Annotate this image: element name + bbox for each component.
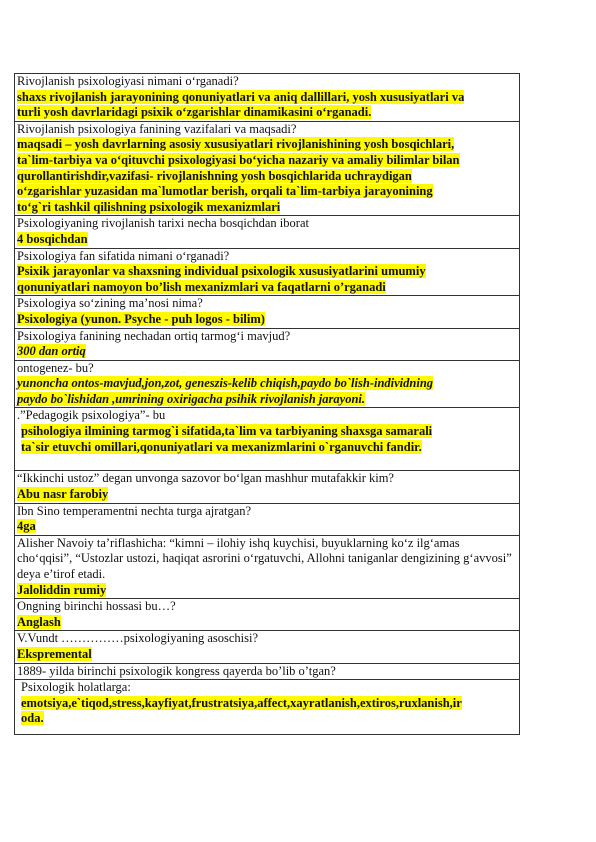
- table-cell: [15, 248, 520, 296]
- answer-line: Psixologiya (yunon. Psyche - puh logos - bilim): [17, 311, 265, 326]
- answer-line: ta`sir etuvchi omillari,qonuniyatlari va mexanizmlarini o`rganuvchi fandir.: [21, 439, 422, 454]
- table-cell: [15, 296, 520, 328]
- table-row: [15, 503, 520, 535]
- question-text: Alisher Navoiy ta’riflashicha: “kimni – ilohiy ishq kuychisi, buyuklarning ko‘z ilg‘amas cho‘qqisi”, “Ustozlar ustozi, haqiqat asrorini o‘rgatuvchi, Allohni taniganlar dengizining g‘avvosi” deya e’tirof etadi.: [17, 535, 512, 582]
- table-cell: [15, 631, 520, 663]
- answer-text: [17, 519, 517, 535]
- answer-line: qurollantirishdir,vazifasi- rivojlanishning yosh bosqichlarida uchraydigan: [17, 168, 412, 183]
- table-cell: [15, 599, 520, 631]
- table-row: [15, 599, 520, 631]
- table-cell: [15, 408, 520, 471]
- table-row: [15, 663, 520, 680]
- table-row: [15, 121, 520, 216]
- answer-line: ta`lim-tarbiya va o‘qituvchi psixologiyasi bo‘yicha nazariy va amaliy bilimlar bilan: [17, 152, 460, 167]
- answer-line: 4 bosqichdan: [17, 231, 88, 246]
- table-row: [15, 408, 520, 471]
- table-row: [15, 296, 520, 328]
- table-row: [15, 248, 520, 296]
- qa-table: [14, 73, 520, 735]
- answer-text: [17, 583, 517, 599]
- question-text: Psixologiya so‘zining ma’nosi nima?: [17, 296, 203, 311]
- table-cell: [15, 680, 520, 735]
- answer-line: o‘zgarishlar yuzasidan ma`lumotlar berish, orqali ta`lim-tarbiya jarayonining: [17, 184, 433, 199]
- table-cell: [15, 216, 520, 248]
- question-text: Ibn Sino temperamentni nechta turga ajratgan?: [17, 503, 252, 518]
- answer-line: maqsadi – yosh davrlarning asosiy xususiyatlari rivojlanishining yosh bosqichlari,: [17, 137, 455, 152]
- answer-line: 4ga: [17, 519, 36, 534]
- answer-line: Anglash: [17, 614, 61, 629]
- answer-text: [17, 615, 517, 631]
- table-cell: [15, 471, 520, 503]
- table-cell: [15, 121, 520, 216]
- table-row: [15, 535, 520, 598]
- answer-line: paydo bo`lishidan ,umrining oxirigacha psihik rivojlanish jarayoni.: [17, 391, 365, 406]
- question-text: .”Pedagogik psixologiya”- bu: [17, 408, 166, 423]
- table-row: [15, 328, 520, 360]
- table-row: [15, 74, 520, 122]
- answer-text: [17, 264, 517, 295]
- table-row: [15, 216, 520, 248]
- table-row: [15, 680, 520, 735]
- answer-line: to‘g`ri tashkil qilishning psixologik mexanizmlari: [17, 199, 281, 214]
- table-row: [15, 631, 520, 663]
- question-text: V.Vundt ……………psixologiyaning asoschisi?: [17, 631, 259, 646]
- answer-text: [17, 344, 517, 360]
- answer-text: [17, 232, 517, 248]
- answer-line: emotsiya,e`tiqod,stress,kayfiyat,frustratsiya,affect,xayratlanish,extiros,ruxlanish,ir: [21, 695, 462, 710]
- answer-text: [17, 647, 517, 663]
- table-row: [15, 360, 520, 408]
- answer-line: yunoncha ontos-mavjud,jon,zot, geneszis-kelib chiqish,paydo bo`lish-individning: [17, 376, 434, 391]
- question-text: Rivojlanish psixologiya fanining vazifalari va maqsadi?: [17, 121, 297, 136]
- answer-text: [17, 312, 517, 328]
- answer-line: Psixik jarayonlar va shaxsning individual psixologik xususiyatlarini umumiy: [17, 264, 426, 279]
- answer-text: [17, 696, 517, 727]
- answer-line: oda.: [21, 711, 44, 726]
- answer-line: qonuniyatlari namoyon bo’lish mexanizmlari va faqatlarni o’rganadi: [17, 279, 386, 294]
- table-row: [15, 471, 520, 503]
- answer-line: Jaloliddin rumiy: [17, 582, 107, 597]
- question-text: Psixologiya fanining nechadan ortiq tarmog‘i mavjud?: [17, 328, 291, 343]
- answer-text: [17, 137, 517, 215]
- question-text: 1889- yilda birinchi psixologik kongress qayerda bo’lib o’tgan?: [17, 663, 336, 678]
- question-text: Psixologiyaning rivojlanish tarixi necha bosqichdan iborat: [17, 216, 309, 231]
- question-text: Psixologiya fan sifatida nimani o‘rganadi?: [17, 248, 230, 263]
- table-cell: [15, 535, 520, 598]
- answer-text: [17, 90, 517, 121]
- answer-line: psihologiya ilmining tarmog`i sifatida,ta`lim va tarbiyaning shaxsga samarali: [21, 424, 433, 439]
- table-cell: [15, 503, 520, 535]
- answer-line: shaxs rivojlanish jarayonining qonuniyatlari va aniq dallillari, yosh xususiyatlari va: [17, 89, 465, 104]
- table-cell: [15, 360, 520, 408]
- answer-line: turli yosh davrlaridagi psixik o‘zgarishlar dinamikasini o‘rganadi.: [17, 105, 372, 120]
- table-cell: [15, 328, 520, 360]
- question-text: “Ikkinchi ustoz” degan unvonga sazovor bo‘lgan mashhur mutafakkir kim?: [17, 471, 394, 486]
- question-text: Ongning birinchi hossasi bu…?: [17, 599, 176, 614]
- table-cell: [15, 74, 520, 122]
- answer-line: Abu nasr farobiy: [17, 487, 109, 502]
- answer-text: [17, 487, 517, 503]
- answer-text: [17, 376, 517, 407]
- question-text: Psixologik holatlarga:: [21, 680, 131, 695]
- question-text: ontogenez- bu?: [17, 360, 94, 375]
- table-cell: [15, 663, 520, 680]
- question-text: Rivojlanish psixologiyasi nimani o‘rganadi?: [17, 74, 239, 88]
- answer-line: 300 dan ortiq: [17, 344, 86, 359]
- answer-line: Ekspremental: [17, 647, 92, 661]
- answer-text: [17, 424, 517, 455]
